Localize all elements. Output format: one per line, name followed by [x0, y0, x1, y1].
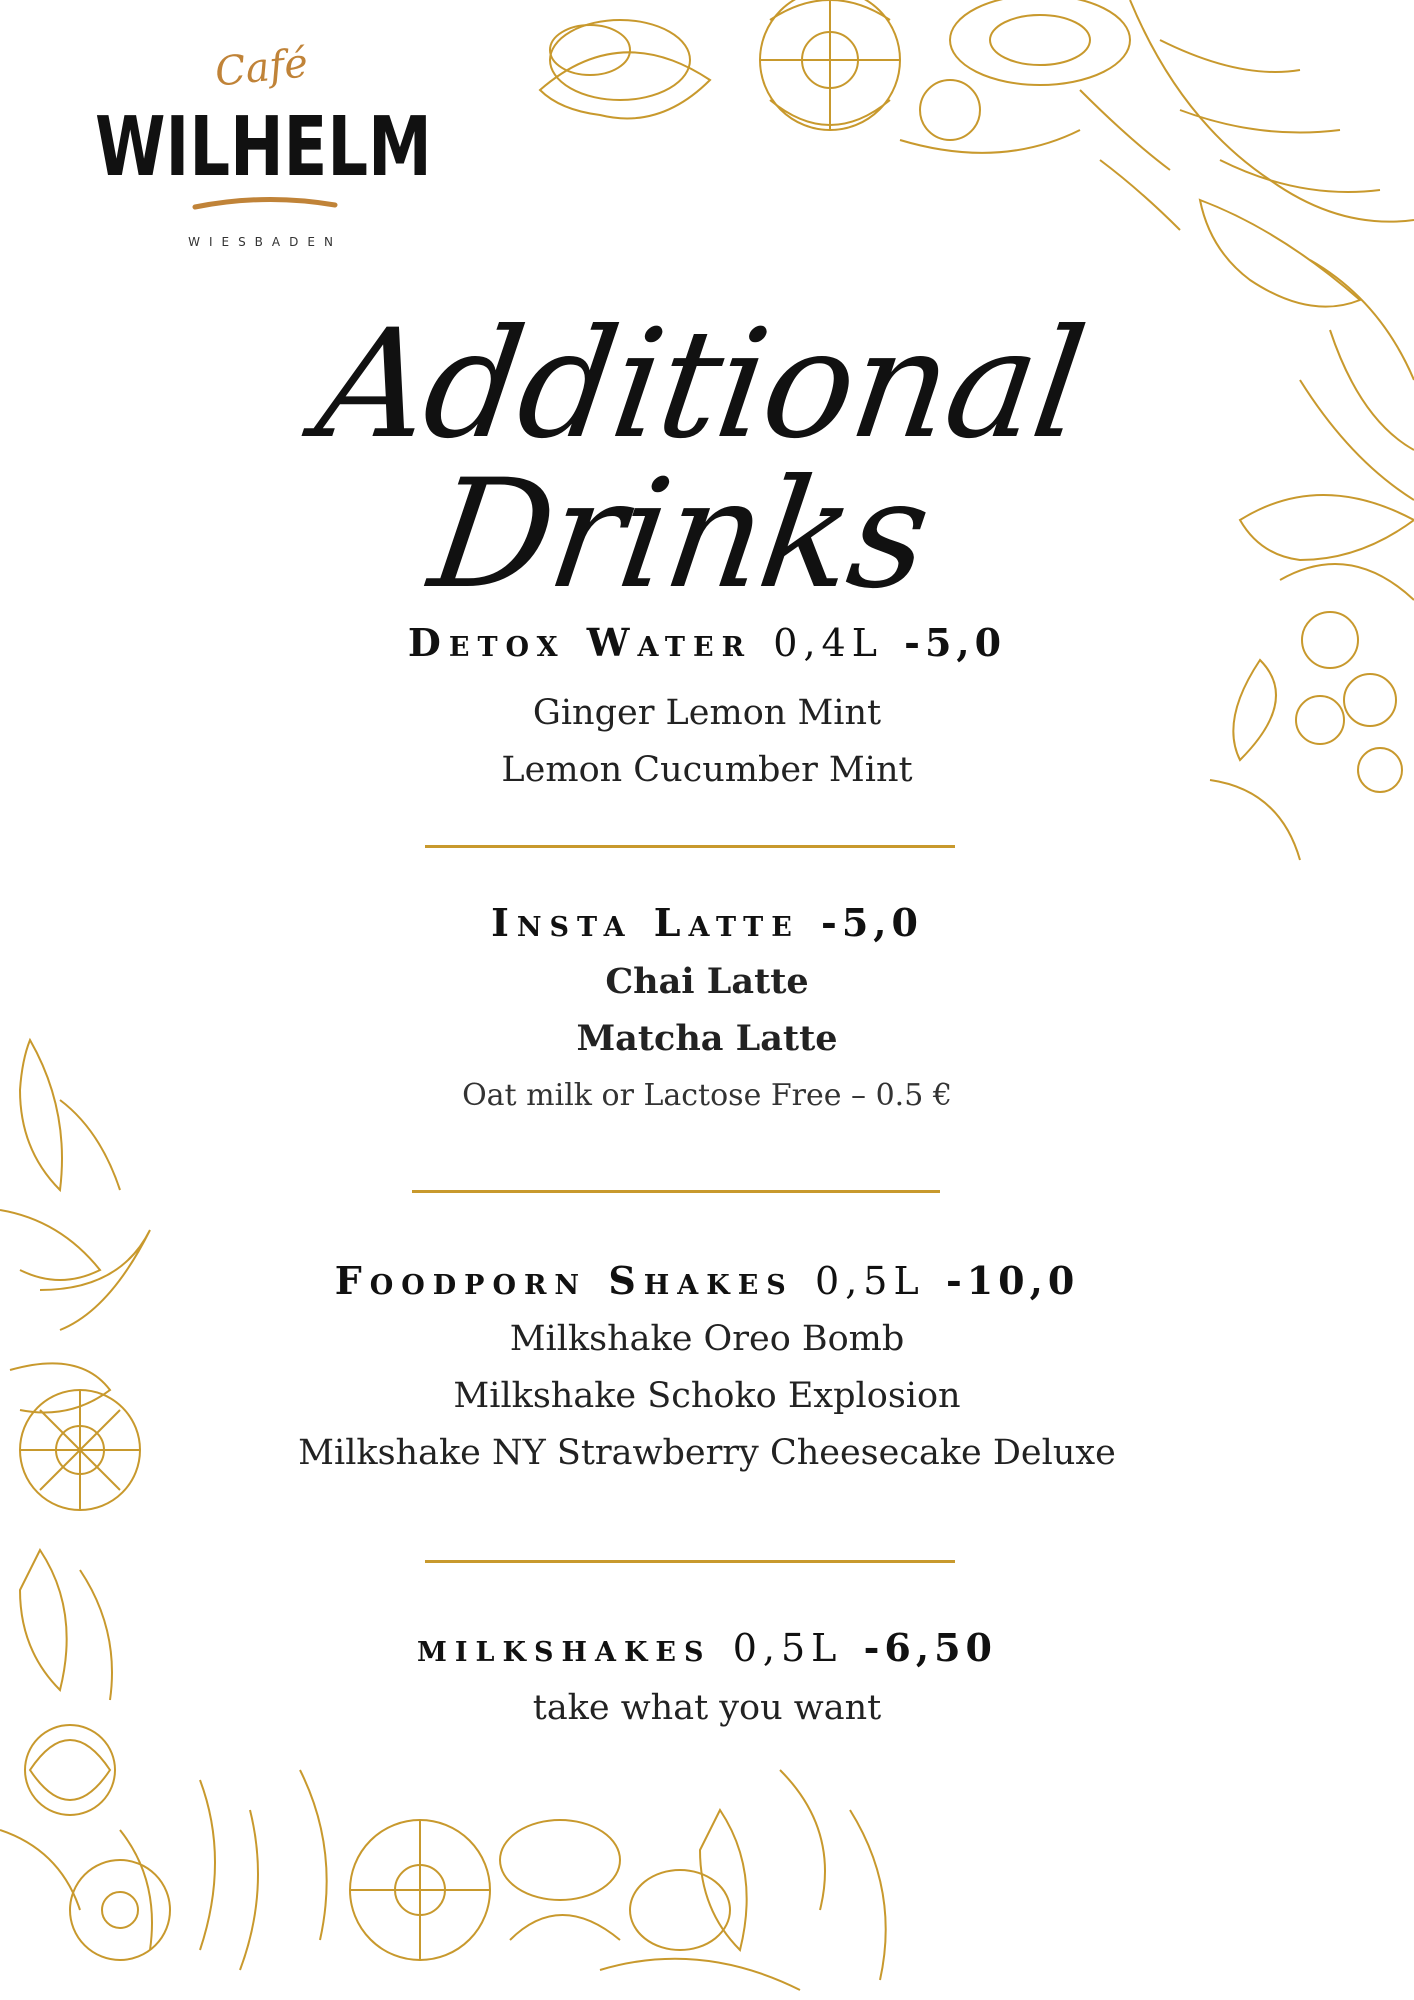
- section-foodporn-shakes: [0, 1258, 1414, 1482]
- page-title: Additional Drinks: [307, 298, 1094, 622]
- logo-swoosh-icon: [190, 195, 340, 215]
- menu-item: Lemon Cucumber Mint: [501, 750, 913, 790]
- menu-item: Chai Latte: [605, 961, 809, 1002]
- section-heading: [0, 900, 1414, 945]
- section-price: -5,0: [821, 900, 923, 945]
- menu-item: Milkshake Oreo Bomb: [509, 1319, 905, 1359]
- menu-item: Milkshake Schoko Explosion: [453, 1376, 961, 1416]
- section-price: -6,50: [863, 1625, 997, 1670]
- section-divider: [425, 1560, 955, 1563]
- section-price: -10,0: [945, 1258, 1080, 1303]
- section-volume: 0,4L: [773, 621, 883, 665]
- section-detox-water: [0, 620, 1414, 799]
- logo-city: WIESBADEN: [188, 235, 342, 249]
- section-divider: [425, 845, 955, 848]
- menu-item: Milkshake NY Strawberry Cheesecake Deluxe: [298, 1433, 1116, 1473]
- menu-item: Ginger Lemon Mint: [532, 693, 882, 733]
- section-name: Insta Latte: [491, 900, 800, 945]
- floral-decoration-bottom-left: [0, 1010, 940, 2000]
- cafe-logo: [95, 40, 435, 265]
- menu-note: Oat milk or Lactose Free – 0.5 €: [462, 1078, 952, 1113]
- logo-name: WILHELM: [95, 100, 432, 195]
- section-name: Foodporn Shakes: [334, 1258, 794, 1303]
- section-name: Detox Water: [407, 620, 753, 665]
- section-volume: 0,5L: [732, 1626, 843, 1670]
- section-heading: [0, 620, 1414, 665]
- menu-item: Matcha Latte: [576, 1018, 838, 1059]
- section-volume: 0,5L: [815, 1259, 925, 1303]
- section-milkshakes: [0, 1625, 1414, 1737]
- section-heading: [0, 1258, 1414, 1303]
- section-heading: [0, 1625, 1414, 1670]
- menu-item: take what you want: [532, 1688, 882, 1728]
- section-name: milkshakes: [417, 1625, 712, 1670]
- logo-script: Café: [212, 40, 311, 96]
- section-price: -5,0: [904, 620, 1007, 665]
- section-insta-latte: [0, 900, 1414, 1124]
- section-divider: [412, 1190, 940, 1193]
